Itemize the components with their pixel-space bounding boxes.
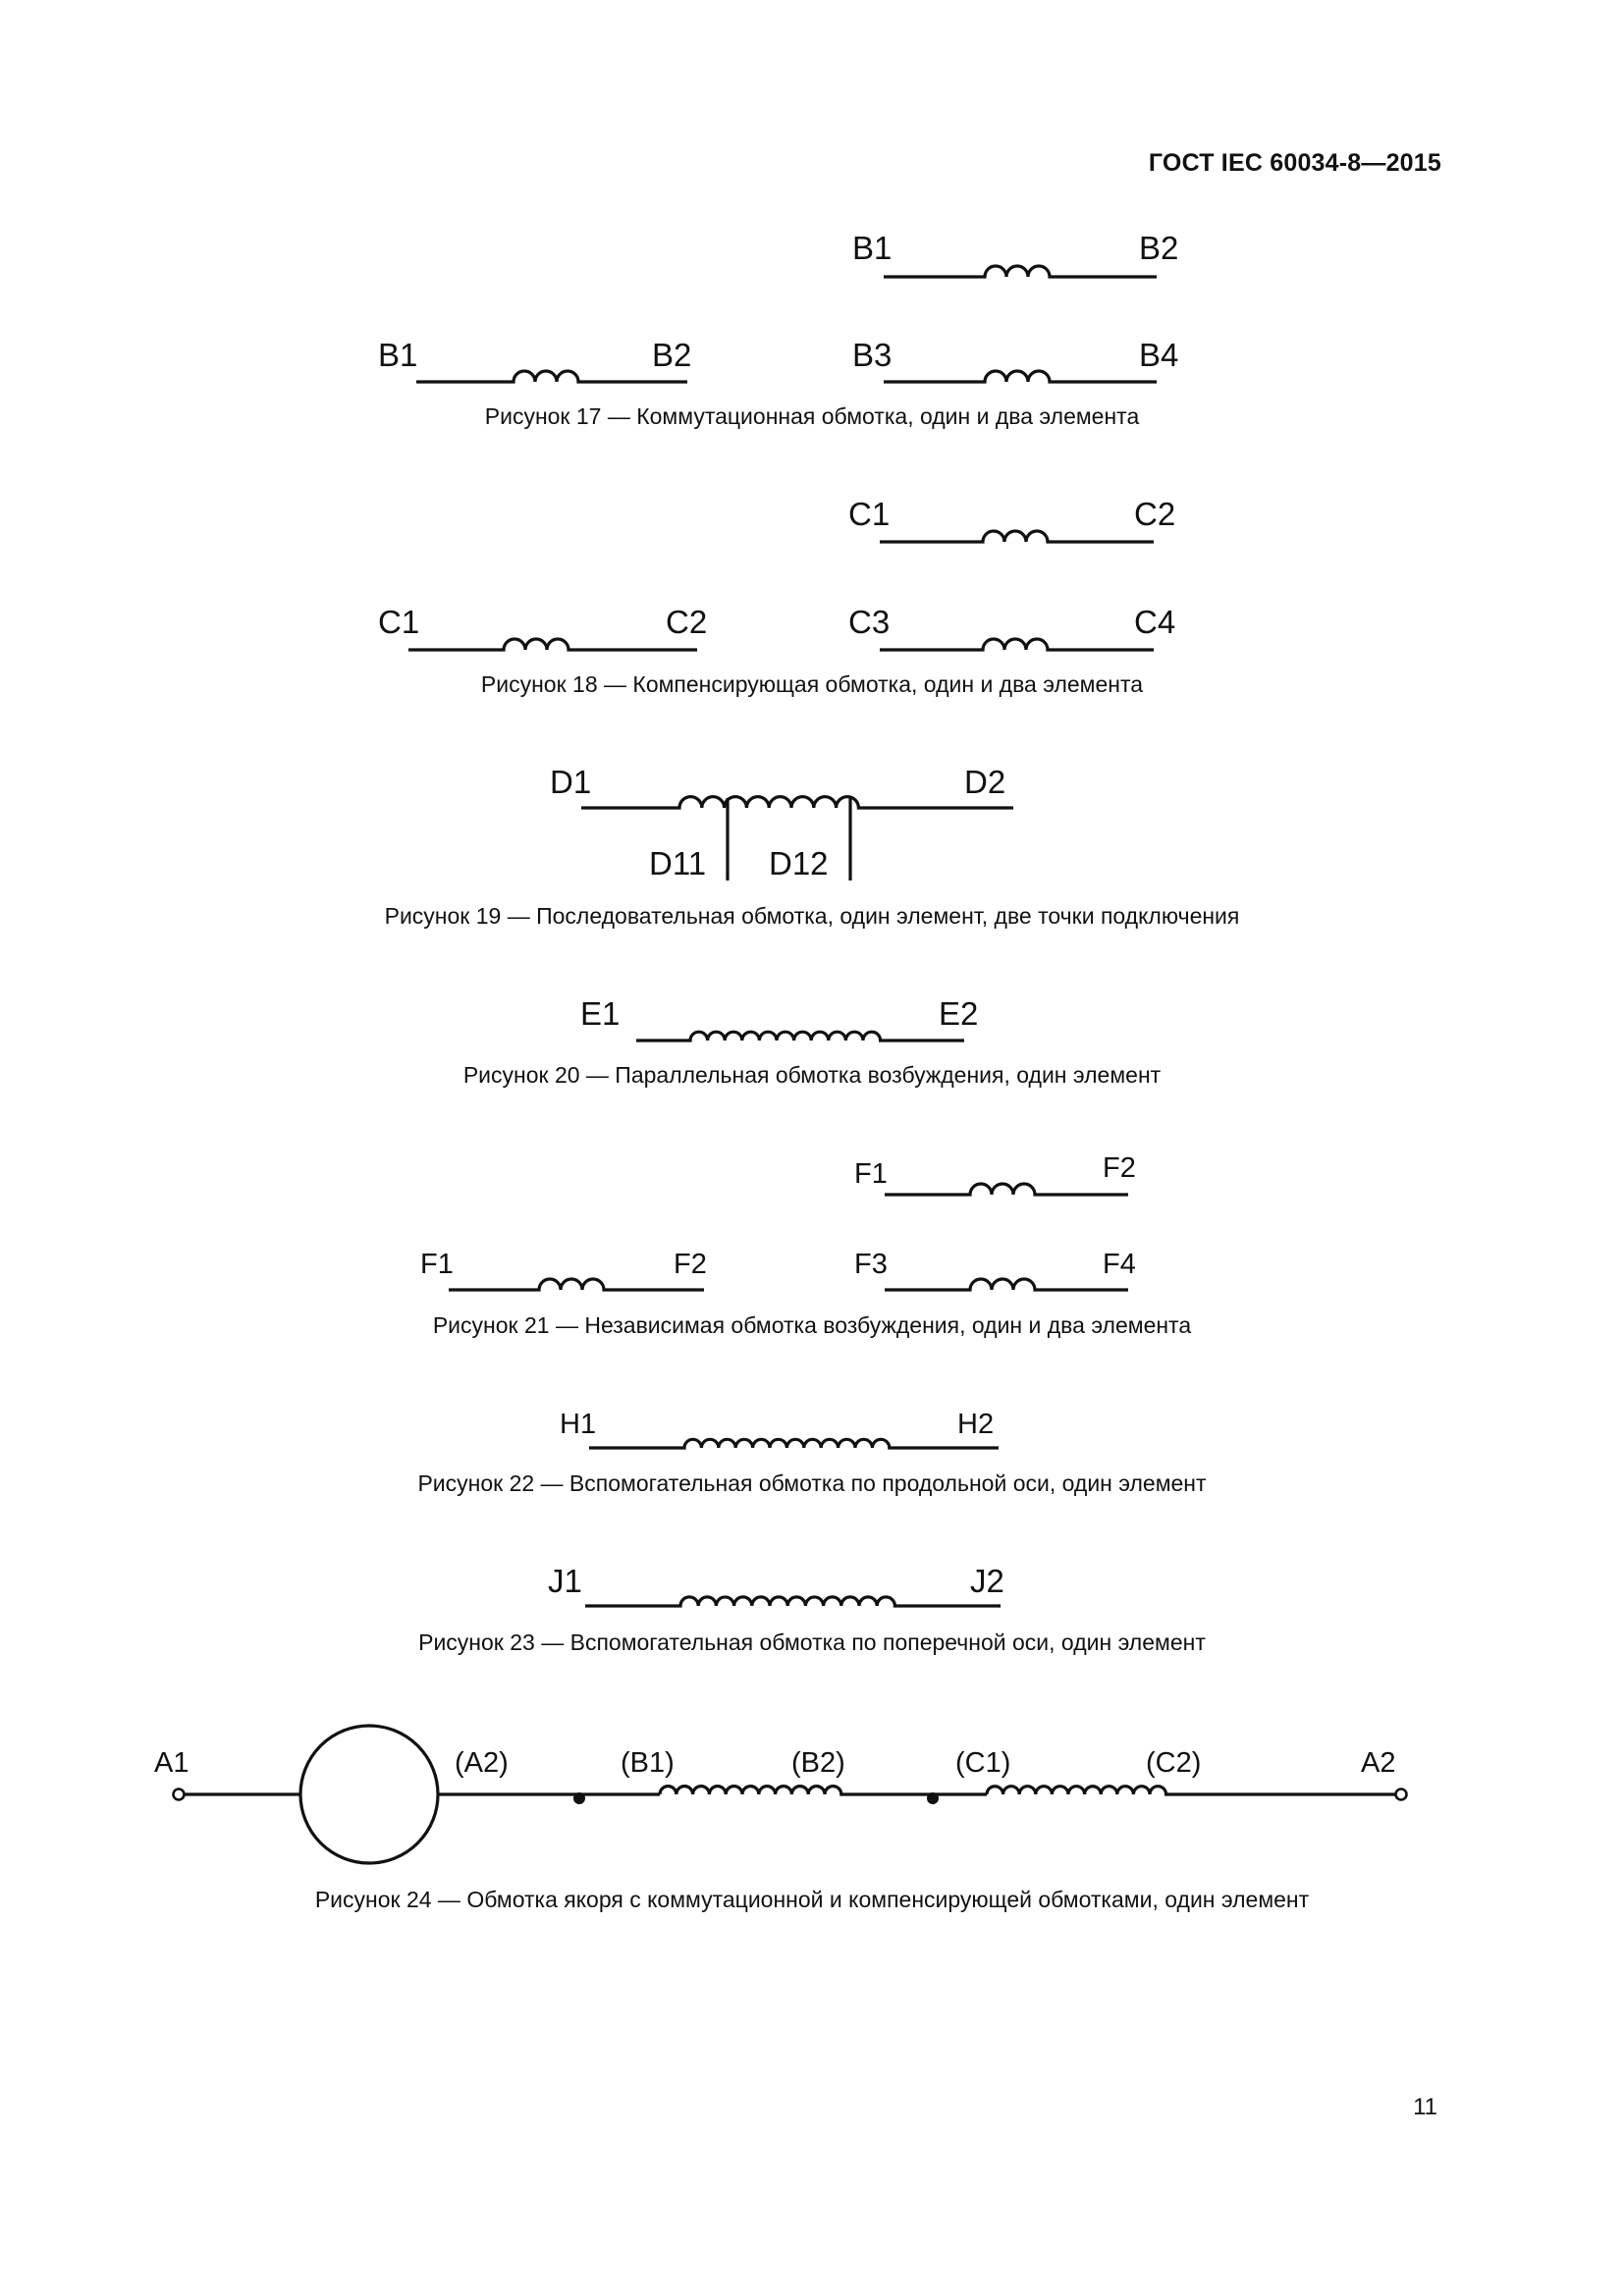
label: B2 bbox=[1139, 230, 1179, 266]
winding-coil bbox=[636, 1032, 964, 1041]
figure-17-caption: Рисунок 17 — Коммутационная обмотка, один и два элемента bbox=[484, 403, 1140, 429]
figure-23-diagram bbox=[548, 1563, 1004, 1606]
label: B3 bbox=[852, 337, 893, 373]
figure-22-caption: Рисунок 22 — Вспомогательная обмотка по продольной оси, один элемент bbox=[417, 1470, 1207, 1496]
page-number: 11 bbox=[1413, 2094, 1437, 2120]
label: C3 bbox=[848, 604, 891, 640]
figure-24-diagram bbox=[154, 1726, 1407, 1863]
figure-23-caption: Рисунок 23 — Вспомогательная обмотка по поперечной оси, один элемент bbox=[418, 1629, 1206, 1655]
junction-dot bbox=[573, 1792, 585, 1804]
figure-19-caption: Рисунок 19 — Последовательная обмотка, один элемент, две точки подключения bbox=[384, 903, 1240, 929]
label: F3 bbox=[854, 1249, 888, 1280]
label: (C1) bbox=[955, 1747, 1011, 1779]
figure-17-diagram bbox=[378, 230, 1178, 382]
armature-circle bbox=[300, 1726, 438, 1863]
label: D2 bbox=[964, 764, 1006, 800]
label: B1 bbox=[378, 337, 418, 373]
label: D1 bbox=[550, 764, 592, 800]
label: E2 bbox=[939, 995, 979, 1032]
winding-coil bbox=[880, 639, 1154, 650]
figure-19-diagram bbox=[550, 764, 1013, 881]
label: B4 bbox=[1139, 337, 1179, 373]
label: B2 bbox=[652, 337, 692, 373]
label: H2 bbox=[957, 1409, 995, 1440]
label: H1 bbox=[560, 1409, 597, 1440]
figure-20-diagram bbox=[580, 995, 978, 1041]
label: F2 bbox=[674, 1249, 707, 1280]
figure-18-diagram bbox=[378, 496, 1175, 650]
label: D11 bbox=[649, 845, 707, 881]
label: B1 bbox=[852, 230, 893, 266]
label: F4 bbox=[1103, 1249, 1136, 1280]
winding-coil bbox=[884, 371, 1157, 382]
winding-coil bbox=[416, 371, 687, 382]
label: D12 bbox=[769, 845, 829, 881]
label: (C2) bbox=[1146, 1747, 1202, 1779]
label: C1 bbox=[848, 496, 891, 532]
label: A1 bbox=[154, 1747, 189, 1779]
label: C2 bbox=[666, 604, 708, 640]
label: F1 bbox=[420, 1249, 454, 1280]
label: (A2) bbox=[455, 1747, 509, 1779]
label: J1 bbox=[548, 1563, 582, 1599]
label: F1 bbox=[854, 1158, 888, 1190]
figure-21-diagram bbox=[420, 1152, 1136, 1290]
label: A2 bbox=[1361, 1747, 1396, 1779]
label: C4 bbox=[1134, 604, 1176, 640]
winding-coil bbox=[408, 639, 697, 650]
figure-24-caption: Рисунок 24 — Обмотка якоря с коммутационной и компенсирующей обмотками, один элемент bbox=[314, 1887, 1310, 1912]
terminal-a1 bbox=[174, 1789, 185, 1800]
winding-coil bbox=[885, 1279, 1128, 1290]
label: C2 bbox=[1134, 496, 1176, 532]
label: J2 bbox=[970, 1563, 1004, 1599]
winding-coil bbox=[449, 1279, 704, 1290]
terminal-a2 bbox=[1396, 1789, 1407, 1800]
label: E1 bbox=[580, 995, 621, 1032]
figure-22-diagram bbox=[560, 1409, 999, 1448]
winding-coil bbox=[884, 266, 1157, 277]
label: C1 bbox=[378, 604, 420, 640]
label: (B1) bbox=[621, 1747, 675, 1779]
winding-coil bbox=[660, 1787, 850, 1794]
winding-coil bbox=[987, 1787, 1395, 1794]
winding-coil bbox=[880, 531, 1154, 542]
junction-dot bbox=[927, 1792, 939, 1804]
winding-coil bbox=[885, 1184, 1128, 1195]
document-header: ГОСТ IEC 60034-8—2015 bbox=[1148, 149, 1441, 177]
label: F2 bbox=[1103, 1152, 1136, 1184]
figure-20-caption: Рисунок 20 — Параллельная обмотка возбуждения, один элемент bbox=[462, 1062, 1162, 1088]
winding-coil bbox=[585, 1597, 1001, 1606]
winding-coil bbox=[589, 1439, 999, 1448]
figure-21-caption: Рисунок 21 — Независимая обмотка возбуждения, один и два элемента bbox=[432, 1312, 1192, 1338]
figure-18-caption: Рисунок 18 — Компенсирующая обмотка, один и два элемента bbox=[480, 671, 1144, 697]
winding-coil bbox=[581, 797, 1013, 808]
label: (B2) bbox=[791, 1747, 845, 1779]
